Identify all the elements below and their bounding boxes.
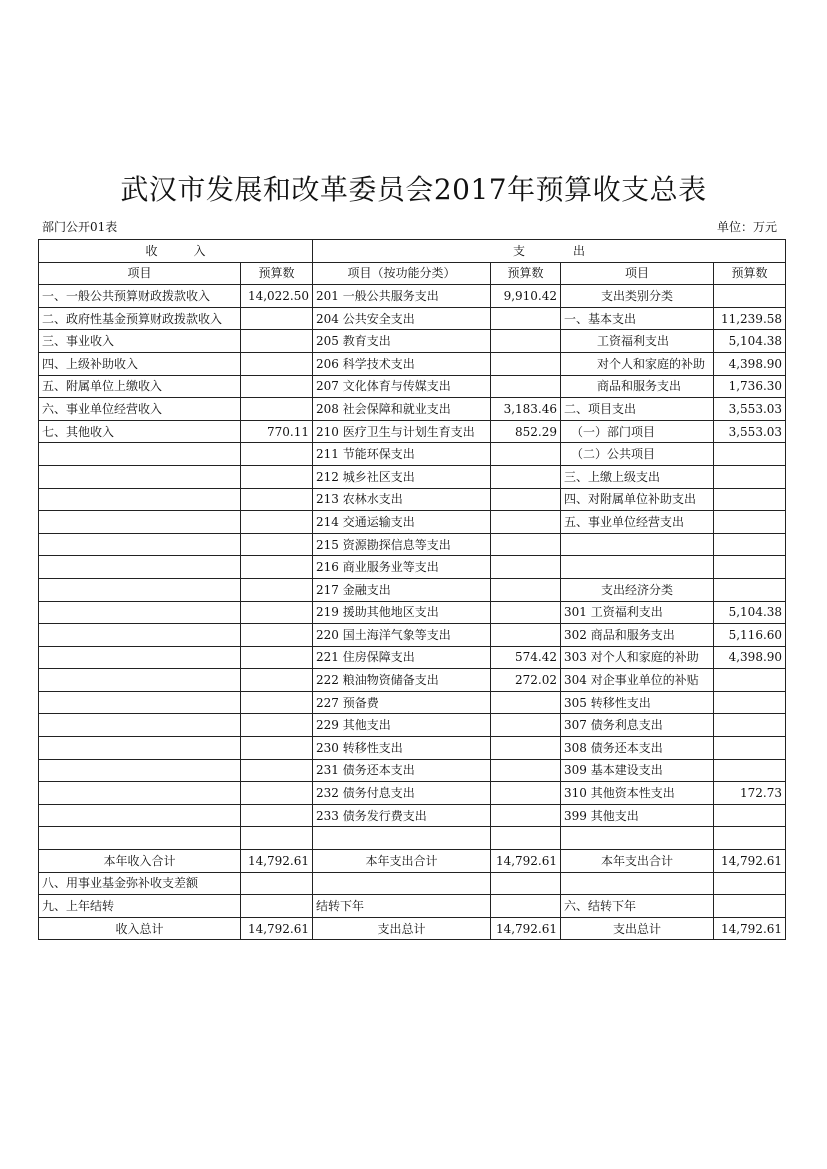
table-cell: 304 对企事业单位的补贴	[561, 669, 714, 692]
table-cell	[241, 827, 313, 850]
table-cell	[241, 511, 313, 534]
table-cell	[39, 714, 241, 737]
table-cell	[39, 669, 241, 692]
table-cell	[241, 601, 313, 624]
table-row	[39, 375, 786, 398]
table-cell: 852.29	[491, 420, 561, 443]
table-cell: 219 援助其他地区支出	[313, 601, 491, 624]
year-income-label: 本年收入合计	[39, 850, 241, 873]
table-cell	[491, 330, 561, 353]
table-cell: 四、对附属单位补助支出	[561, 488, 714, 511]
table-cell: 310 其他资本性支出	[561, 782, 714, 805]
table-cell: 支出类别分类	[561, 285, 714, 308]
table-cell	[491, 804, 561, 827]
table-row	[39, 759, 786, 782]
table-cell	[39, 578, 241, 601]
year-expense-value: 14,792.61	[491, 850, 561, 873]
table-cell	[491, 307, 561, 330]
table-cell: 3,553.03	[714, 420, 786, 443]
col-item2: 项目	[561, 262, 714, 285]
table-row	[39, 330, 786, 353]
table-cell: 172.73	[714, 782, 786, 805]
table-cell: 233 债务发行费支出	[313, 804, 491, 827]
table-cell	[241, 488, 313, 511]
table-cell: 574.42	[491, 646, 561, 669]
table-row	[39, 420, 786, 443]
col-item: 项目	[39, 262, 241, 285]
table-cell	[241, 669, 313, 692]
table-cell	[241, 759, 313, 782]
table-cell	[561, 827, 714, 850]
table-cell: 3,183.46	[491, 398, 561, 421]
table-cell	[491, 375, 561, 398]
table-cell: 211 节能环保支出	[313, 443, 491, 466]
table-cell	[39, 646, 241, 669]
table-cell	[561, 533, 714, 556]
table-cell: 213 农林水支出	[313, 488, 491, 511]
table-cell	[241, 782, 313, 805]
table-cell: 212 城乡社区支出	[313, 465, 491, 488]
table-cell	[241, 533, 313, 556]
table-cell: 208 社会保障和就业支出	[313, 398, 491, 421]
table-cell	[491, 511, 561, 534]
year-expense-label: 本年支出合计	[313, 850, 491, 873]
table-cell: 5,116.60	[714, 624, 786, 647]
table-cell: 支出经济分类	[561, 578, 714, 601]
table-cell: 工资福利支出	[561, 330, 714, 353]
table-cell	[714, 488, 786, 511]
table-cell: 二、政府性基金预算财政拨款收入	[39, 307, 241, 330]
table-cell: 206 科学技术支出	[313, 352, 491, 375]
header-row-cols	[39, 262, 786, 285]
table-row	[39, 691, 786, 714]
table-cell	[714, 443, 786, 466]
table-cell: （一）部门项目	[561, 420, 714, 443]
form-id: 部门公开01表	[42, 220, 118, 234]
table-cell: 11,239.58	[714, 307, 786, 330]
table-cell	[491, 601, 561, 624]
table-cell	[241, 398, 313, 421]
table-cell	[491, 714, 561, 737]
table-cell	[39, 624, 241, 647]
table-cell: 1,736.30	[714, 375, 786, 398]
year-income-value: 14,792.61	[241, 850, 313, 873]
total-expense-value: 14,792.61	[491, 917, 561, 940]
header-row-top	[39, 240, 786, 263]
table-cell	[241, 465, 313, 488]
table-cell: 307 债务利息支出	[561, 714, 714, 737]
table-cell	[241, 556, 313, 579]
table-cell	[39, 443, 241, 466]
table-cell	[714, 714, 786, 737]
year-total-row	[39, 850, 786, 873]
table-cell	[491, 759, 561, 782]
table-cell	[714, 465, 786, 488]
table-cell: 217 金融支出	[313, 578, 491, 601]
fund-label: 八、用事业基金弥补收支差额	[39, 872, 241, 895]
table-cell: 14,022.50	[241, 285, 313, 308]
carry-out-label2: 六、结转下年	[561, 895, 714, 918]
table-cell: 205 教育支出	[313, 330, 491, 353]
table-cell: 商品和服务支出	[561, 375, 714, 398]
table-row	[39, 578, 786, 601]
table-cell: 220 国土海洋气象等支出	[313, 624, 491, 647]
table-cell: 二、项目支出	[561, 398, 714, 421]
table-row	[39, 804, 786, 827]
table-cell: 770.11	[241, 420, 313, 443]
table-cell: 272.02	[491, 669, 561, 692]
table-cell	[241, 804, 313, 827]
table-cell: 227 预备费	[313, 691, 491, 714]
table-cell	[714, 285, 786, 308]
table-cell	[714, 737, 786, 760]
page-title: 武汉市发展和改革委员会2017年预算收支总表	[120, 173, 707, 206]
table-cell: 399 其他支出	[561, 804, 714, 827]
table-cell	[39, 804, 241, 827]
table-cell: 302 商品和服务支出	[561, 624, 714, 647]
table-cell: 一、基本支出	[561, 307, 714, 330]
table-cell	[39, 691, 241, 714]
carry-out-label: 结转下年	[313, 895, 491, 918]
table-row	[39, 443, 786, 466]
table-cell: 五、附属单位上缴收入	[39, 375, 241, 398]
table-row	[39, 398, 786, 421]
table-cell	[714, 578, 786, 601]
table-cell: 230 转移性支出	[313, 737, 491, 760]
table-row	[39, 533, 786, 556]
table-cell: 9,910.42	[491, 285, 561, 308]
table-cell	[714, 827, 786, 850]
table-cell: 5,104.38	[714, 601, 786, 624]
table-cell: 229 其他支出	[313, 714, 491, 737]
table-cell: 215 资源勘探信息等支出	[313, 533, 491, 556]
table-cell	[39, 511, 241, 534]
table-row	[39, 624, 786, 647]
table-cell	[561, 556, 714, 579]
table-cell: 216 商业服务业等支出	[313, 556, 491, 579]
table-row	[39, 646, 786, 669]
table-cell: 四、上级补助收入	[39, 352, 241, 375]
expense-header: 支 出	[313, 240, 786, 263]
fund-row	[39, 872, 786, 895]
table-row	[39, 285, 786, 308]
table-cell	[491, 443, 561, 466]
total-income-value: 14,792.61	[241, 917, 313, 940]
carry-row	[39, 895, 786, 918]
table-cell	[491, 465, 561, 488]
table-cell: （二）公共项目	[561, 443, 714, 466]
table-cell	[241, 578, 313, 601]
table-cell	[714, 511, 786, 534]
table-cell	[491, 737, 561, 760]
grand-total-row	[39, 917, 786, 940]
table-cell	[313, 827, 491, 850]
table-cell: 201 一般公共服务支出	[313, 285, 491, 308]
table-row	[39, 556, 786, 579]
table-cell	[714, 804, 786, 827]
table-cell	[714, 669, 786, 692]
table-row	[39, 782, 786, 805]
table-row	[39, 488, 786, 511]
col-func: 项目（按功能分类）	[313, 262, 491, 285]
table-cell: 4,398.90	[714, 352, 786, 375]
table-cell	[241, 307, 313, 330]
table-cell	[241, 443, 313, 466]
table-cell: 207 文化体育与传媒支出	[313, 375, 491, 398]
table-cell: 221 住房保障支出	[313, 646, 491, 669]
table-cell: 一、一般公共预算财政拨款收入	[39, 285, 241, 308]
table-cell	[241, 375, 313, 398]
table-cell: 六、事业单位经营收入	[39, 398, 241, 421]
table-cell	[241, 352, 313, 375]
table-cell	[491, 556, 561, 579]
table-cell	[39, 465, 241, 488]
col-amount2: 预算数	[491, 262, 561, 285]
col-amount: 预算数	[241, 262, 313, 285]
table-cell: 七、其他收入	[39, 420, 241, 443]
table-cell	[491, 488, 561, 511]
table-cell: 对个人和家庭的补助	[561, 352, 714, 375]
total-expense-value2: 14,792.61	[714, 917, 786, 940]
table-row	[39, 511, 786, 534]
table-cell: 210 医疗卫生与计划生育支出	[313, 420, 491, 443]
table-cell: 3,553.03	[714, 398, 786, 421]
col-amount3: 预算数	[714, 262, 786, 285]
table-row	[39, 827, 786, 850]
total-expense-label2: 支出总计	[561, 917, 714, 940]
table-cell	[714, 556, 786, 579]
budget-table	[38, 239, 786, 940]
year-expense-value2: 14,792.61	[714, 850, 786, 873]
table-cell: 305 转移性支出	[561, 691, 714, 714]
table-cell	[491, 578, 561, 601]
table-cell: 309 基本建设支出	[561, 759, 714, 782]
table-cell	[241, 646, 313, 669]
table-row	[39, 601, 786, 624]
table-cell: 三、事业收入	[39, 330, 241, 353]
table-cell	[39, 488, 241, 511]
table-cell	[39, 533, 241, 556]
table-cell	[714, 533, 786, 556]
table-cell: 五、事业单位经营支出	[561, 511, 714, 534]
total-expense-label: 支出总计	[313, 917, 491, 940]
table-cell	[39, 782, 241, 805]
table-cell: 231 债务还本支出	[313, 759, 491, 782]
table-row	[39, 465, 786, 488]
table-row	[39, 352, 786, 375]
table-cell	[241, 330, 313, 353]
table-cell	[39, 759, 241, 782]
table-cell: 204 公共安全支出	[313, 307, 491, 330]
table-cell	[491, 782, 561, 805]
table-cell	[241, 714, 313, 737]
table-cell: 232 债务付息支出	[313, 782, 491, 805]
table-cell	[491, 624, 561, 647]
year-expense-label2: 本年支出合计	[561, 850, 714, 873]
table-cell: 222 粮油物资储备支出	[313, 669, 491, 692]
table-row	[39, 714, 786, 737]
table-cell: 三、上缴上级支出	[561, 465, 714, 488]
table-cell: 4,398.90	[714, 646, 786, 669]
table-cell	[714, 759, 786, 782]
table-cell	[491, 533, 561, 556]
unit-label: 单位：万元	[716, 220, 777, 234]
carry-in-label: 九、上年结转	[39, 895, 241, 918]
table-cell: 303 对个人和家庭的补助	[561, 646, 714, 669]
income-header: 收 入	[39, 240, 313, 263]
table-cell	[491, 827, 561, 850]
table-cell	[491, 691, 561, 714]
table-cell: 5,104.38	[714, 330, 786, 353]
table-cell	[241, 691, 313, 714]
table-cell	[491, 352, 561, 375]
table-row	[39, 307, 786, 330]
table-cell	[714, 691, 786, 714]
table-cell	[39, 737, 241, 760]
total-income-label: 收入总计	[39, 917, 241, 940]
table-cell: 214 交通运输支出	[313, 511, 491, 534]
table-cell	[241, 737, 313, 760]
table-cell: 301 工资福利支出	[561, 601, 714, 624]
table-cell	[39, 601, 241, 624]
table-row	[39, 737, 786, 760]
table-cell	[241, 624, 313, 647]
table-row	[39, 669, 786, 692]
table-cell	[39, 556, 241, 579]
table-cell	[39, 827, 241, 850]
table-cell: 308 债务还本支出	[561, 737, 714, 760]
